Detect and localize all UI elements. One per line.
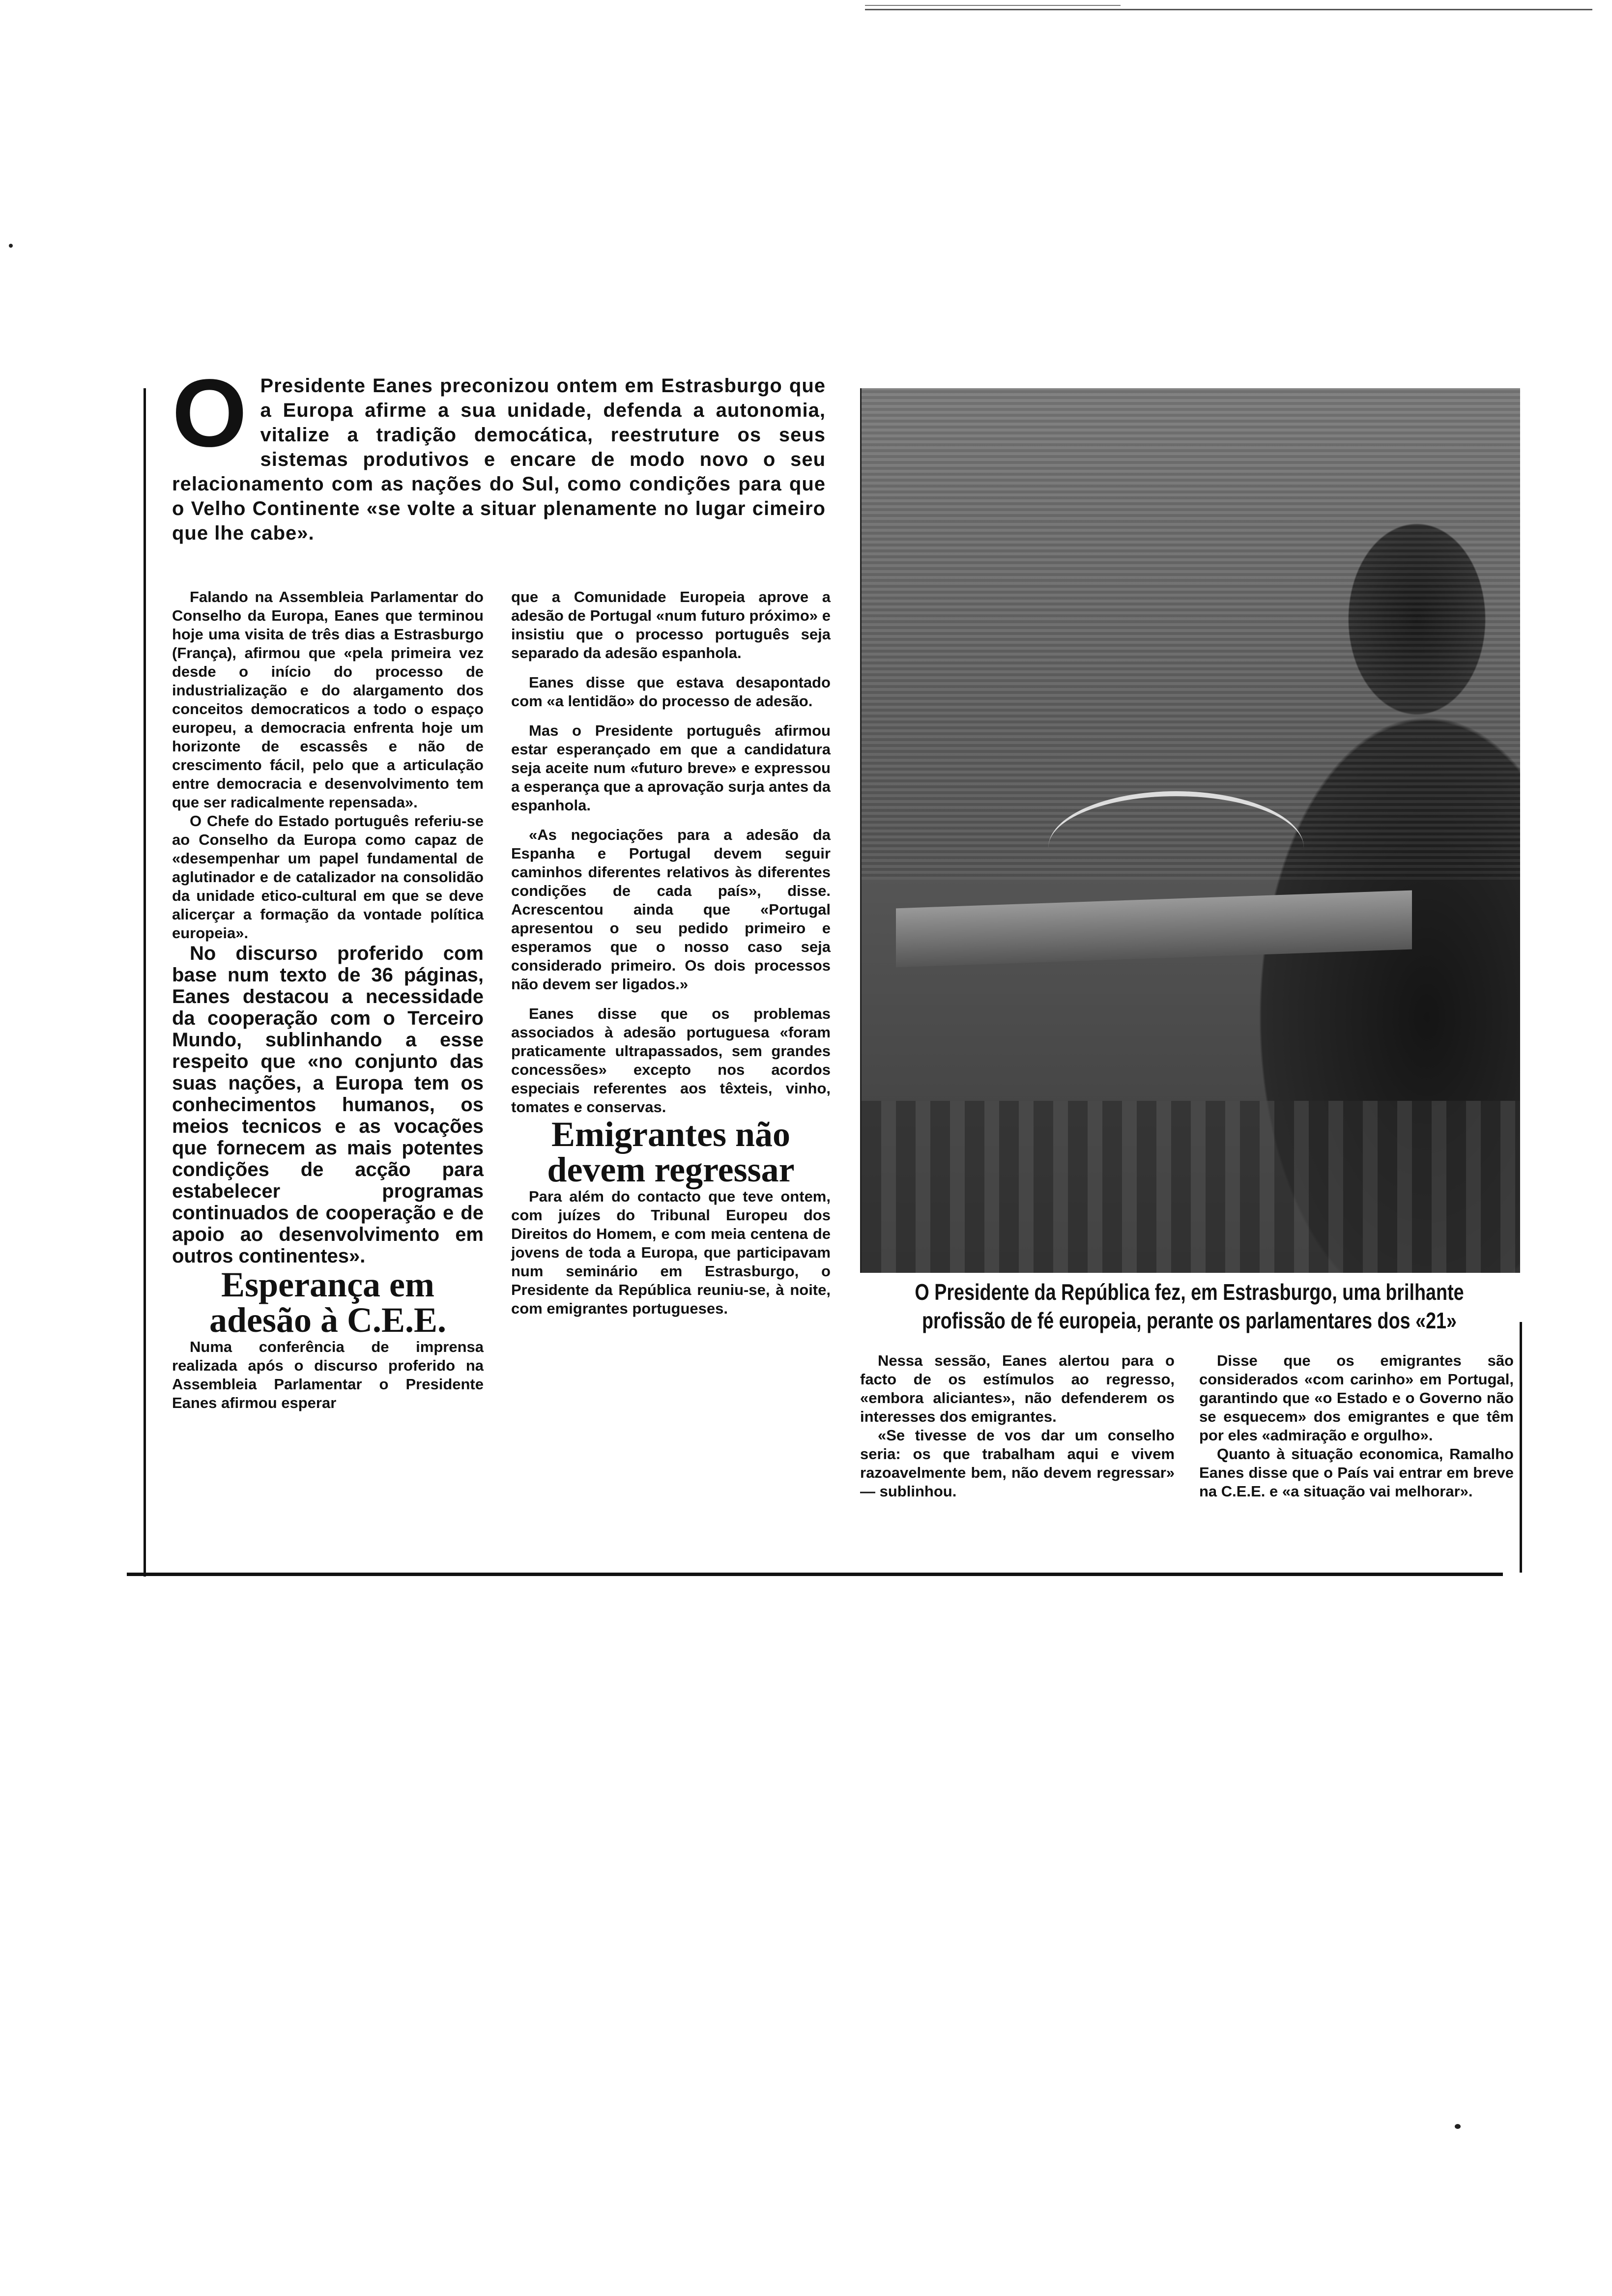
paragraph: que a Comunidade Europeia aprove a adesão de Portugal «num futuro próximo» e insistiu que o processo português seja separado da adesão espanhola. (511, 588, 831, 661)
article-column-4 (1199, 1351, 1514, 1501)
drop-cap: O (172, 359, 248, 467)
article-lead (172, 359, 826, 545)
lead-text: Presidente Eanes preconizou ontem em Estrasburgo que a Europa afirme a sua unidade, defenda a autonomia, vitalize a tradição democática, reestruture os seus sistemas produtivos e encare de modo novo o seu relacionamento com as nações do Sul, como condições para que o Velho Continente «se volte a situar plenamente no lugar cimeiro que lhe cabe». (172, 375, 826, 544)
article-column-2 (511, 588, 831, 1318)
column-rule (1520, 1322, 1522, 1573)
article-column-3 (860, 1351, 1175, 1501)
paragraph: «Se tivesse de vos dar um conselho seria: os que trabalham aqui e vivem razoavelmente bem, não devem regressar» — sublinhou. (860, 1427, 1175, 1500)
section-heading: Esperança em adesão à C.E.E. (209, 1265, 447, 1340)
scan-speck (9, 244, 13, 248)
photo-president-speaking (860, 388, 1520, 1273)
column-rule (144, 397, 146, 1577)
photo-microphone (1048, 791, 1304, 904)
section-heading: Emigrantes não devem regressar (547, 1115, 795, 1189)
paragraph: Quanto à situação economica, Ramalho Eanes disse que o País vai entrar em breve na C.E.E. e «a situação vai melhorar». (1199, 1445, 1514, 1500)
paragraph: O Chefe do Estado português referiu-se ao Conselho da Europa como capaz de «desempenhar um papel fundamental de aglutinador e de catalizador na consolidão da unidade etico-cultural em que se deve alicerçar a formação da vontade política europeia». (172, 812, 484, 942)
paragraph: Numa conferência de imprensa realizada após o discurso proferido na Assembleia Parlamentar o Presidente Eanes afirmou esperar (172, 1338, 484, 1411)
scan-speck (1455, 2124, 1461, 2129)
paragraph: Eanes disse que os problemas associados à adesão portuguesa «foram praticamente ultrapassados, sem grandes concessões» excepto nos acordos especiais referentes aos têxteis, vinho, tomates e conservas. (511, 1005, 831, 1116)
article-column-1 (172, 588, 484, 1412)
photo-assembly-seats (862, 1101, 1520, 1273)
photo-podium (896, 890, 1412, 968)
column-rule (144, 388, 146, 397)
paragraph: No discurso proferido com base num texto de 36 páginas, Eanes destacou a necessidade da cooperação com o Terceiro Mundo, sublinhando a esse respeito que «no conjunto das suas nações, a Europa tem os conhecimentos humanos, os meios tecnicos e as vocações que fornecem as mais potentes condições de acção para estabelecer programas continuados de cooperação e de apoio ao desenvolvimento em outros continentes». (172, 943, 484, 1267)
paragraph: Disse que os emigrantes são considerados «com carinho» em Portugal, garantindo que «o Estado e o Governo não se esquecem» dos emigrantes e que têm por eles «admiração e orgulho». (1199, 1352, 1514, 1444)
photo-caption: O Presidente da República fez, em Estrasburgo, uma brilhante profissão de fé europeia, perante os parlamentares dos «21» (915, 1279, 1464, 1333)
paragraph: Mas o Presidente português afirmou estar esperançado em que a candidatura seja aceite num «futuro breve» e expressou a esperança que a aprovação surja antes da espanhola. (511, 722, 831, 814)
article-bottom-rule (127, 1573, 1503, 1576)
scan-edge-line (865, 5, 1121, 6)
paragraph: Eanes disse que estava desapontado com «a lentidão» do processo de adesão. (511, 674, 831, 710)
paragraph: «As negociações para a adesão da Espanha e Portugal devem seguir caminhos diferentes relativos às diferentes condições de cada país», disse. Acrescentou ainda que «Portugal apresentou o seu pedido primeiro e esperamos que o nosso caso seja considerado primeiro. Os dois processos não devem ser ligados.» (511, 826, 831, 993)
paragraph: Para além do contacto que teve ontem, com juízes do Tribunal Europeu dos Direitos do Homem, e com meia centena de jovens de toda a Europa, que participavam num seminário em Estrasburgo, o Presidente da República reuniu-se, à noite, com emigrantes portugueses. (511, 1188, 831, 1317)
scan-edge-line (865, 9, 1592, 10)
paragraph: Nessa sessão, Eanes alertou para o facto de os estímulos ao regresso, «embora aliciantes», não defenderem os interesses dos emigrantes. (860, 1352, 1175, 1425)
paragraph: Falando na Assembleia Parlamentar do Conselho da Europa, Eanes que terminou hoje uma visita de três dias a Estrasburgo (França), afirmou que «pela primeira vez desde o início do processo de industrialização e do alargamento dos conceitos democraticos a todo o espaço europeu, a democracia enfrenta hoje um horizonte de escassês e não de crescimento fácil, pelo que a articulação entre democracia e desenvolvimento tem que ser radicalmente repensada». (172, 588, 484, 811)
